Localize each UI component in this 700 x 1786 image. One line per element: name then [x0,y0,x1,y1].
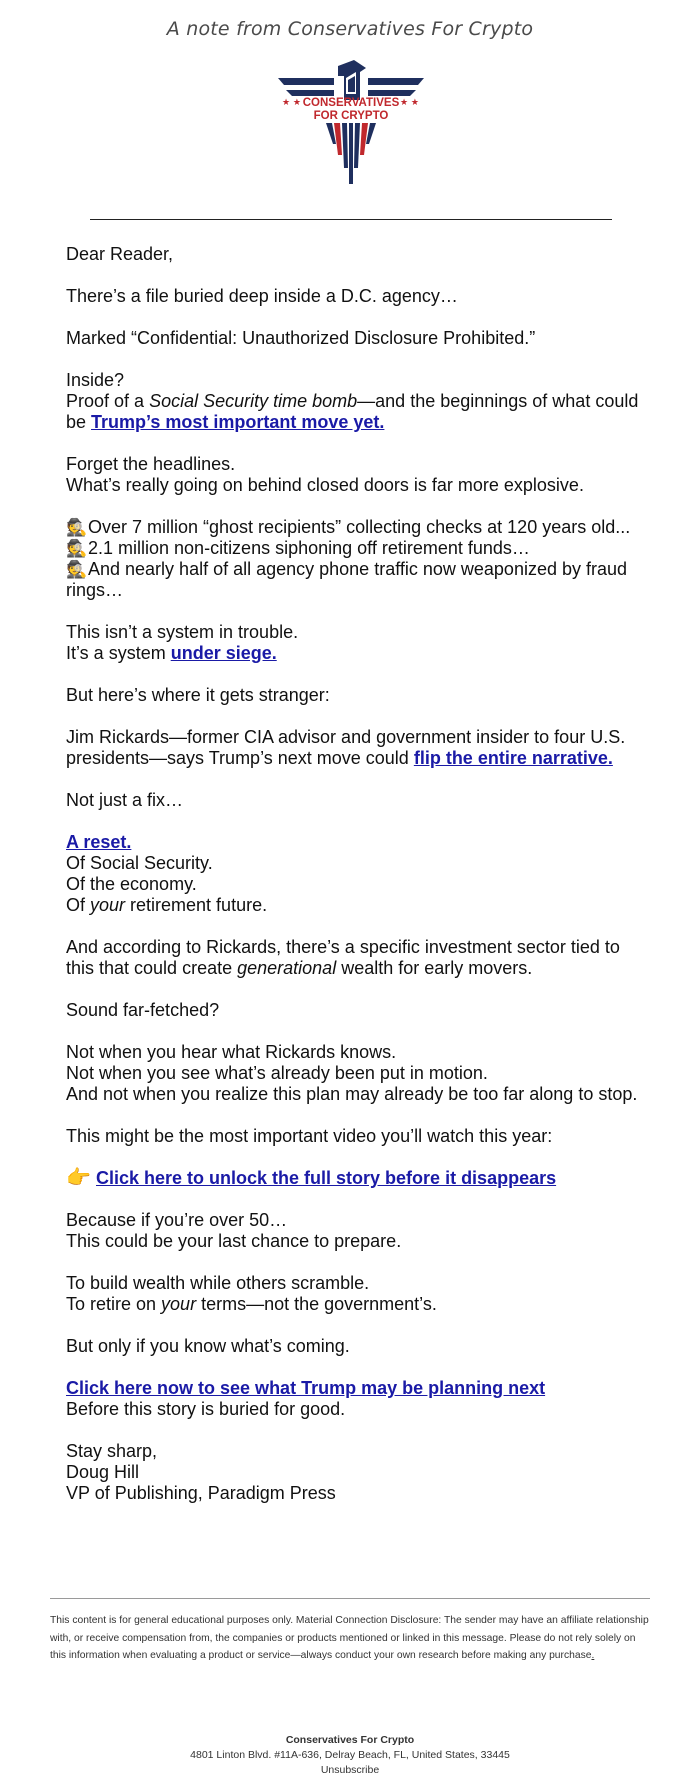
footer-address: 4801 Linton Blvd. #11A-636, Delray Beach, FL, United States, 33445 [190,1749,510,1761]
under-siege-link[interactable]: under siege. [170,643,277,663]
sector-a: And according to Rickards, there’s a specific investment sector tied to this that could create [66,937,620,978]
paragraph-sector [66,937,646,979]
bullet-item-1: Over 7 million “ghost recipients” collecting checks at 120 years old... [88,517,631,537]
over50-line1: Because if you’re over 50… [66,1210,288,1230]
paragraph-rickards [66,727,646,769]
detective-icon: 🕵 [66,539,88,558]
paragraph-only-if: But only if you know what’s coming. [66,1336,350,1356]
rickards-text: Jim Rickards—former CIA advisor and government insider to four U.S. presidents—says Trump’s next move could [66,727,626,768]
brand-logo [276,60,426,185]
letter-body [66,244,646,1525]
logo-line2: FOR CRYPTO [313,110,389,122]
paragraph-reset [66,832,646,916]
cta-trump-plan [66,1378,646,1420]
paragraph-stranger: But here’s where it gets stranger: [66,685,330,705]
signoff [66,1441,646,1504]
paragraph-farfetched: Sound far-fetched? [66,1000,220,1020]
bullet-item-2: 2.1 million non-citizens siphoning off retirement funds… [88,538,530,558]
not-when-line1: Not when you hear what Rickards knows. [66,1042,397,1062]
header-divider [90,219,612,220]
paragraph-marked: Marked “Confidential: Unauthorized Disclosure Prohibited.” [66,328,536,348]
build-line2-em: your [161,1294,197,1314]
unsubscribe-link[interactable]: Unsubscribe [320,1764,380,1776]
trump-move-link[interactable]: Trump’s most important move yet. [91,412,385,432]
note-title: A note from Conservatives For Crypto [166,18,534,40]
inside-text-b: —and the beginnings of what could be [66,391,639,432]
detective-icon: 🕵 [66,518,88,537]
bullet-list [66,517,646,601]
pointing-hand-icon: 👉 [66,1167,91,1189]
sector-b: wealth for early movers. [336,958,533,978]
build-line2-b: terms—not the government’s. [196,1294,437,1314]
signer-name: Doug Hill [66,1462,140,1482]
paragraph-forget [66,454,646,496]
reset-line3: Of the economy. [66,874,197,894]
buried-line: Before this story is buried for good. [66,1399,346,1419]
not-when-line3: And not when you realize this plan may already be too far along to stop. [66,1084,638,1104]
forget-line2: What’s really going on behind closed doors is far more explosive. [66,475,584,495]
unlock-story-link[interactable]: Click here to unlock the full story before it disappears [96,1168,557,1188]
detective-icon: 🕵 [66,560,88,579]
sector-em: generational [237,958,337,978]
reset-link[interactable]: A reset. [66,832,132,852]
paragraph-build [66,1273,646,1315]
paragraph-over50 [66,1210,646,1252]
paragraph-system [66,622,646,664]
forget-line1: Forget the headlines. [66,454,236,474]
disclaimer-link[interactable]: . [591,1650,595,1661]
reset-line4-em: your [90,895,126,915]
svg-text:★ ★: ★ ★ [400,98,419,108]
build-line2-a: To retire on [66,1294,162,1314]
flip-narrative-link[interactable]: flip the entire narrative. [413,748,613,768]
paragraph-inside [66,370,646,433]
bullet-item-3: And nearly half of all agency phone traffic now weaponized by fraud rings… [66,559,628,600]
not-when-line2: Not when you see what’s already been put in motion. [66,1063,488,1083]
build-line1: To build wealth while others scramble. [66,1273,370,1293]
paragraph-not-when [66,1042,646,1105]
trump-plan-link[interactable]: Click here now to see what Trump may be planning next [66,1378,546,1398]
inside-emphasis: Social Security time bomb [149,391,358,411]
svg-text:★ ★: ★ ★ [282,98,301,108]
logo-line1: CONSERVATIVES [302,97,400,109]
footer [0,1733,700,1778]
inside-label: Inside? [66,370,125,390]
reset-line4-b: retirement future. [125,895,268,915]
reset-line2: Of Social Security. [66,853,213,873]
disclaimer [50,1612,650,1665]
paragraph-not-fix: Not just a fix… [66,790,184,810]
footer-divider [50,1598,650,1599]
greeting: Dear Reader, [66,244,174,264]
eagle-logo-icon [276,60,426,185]
cta-unlock [66,1168,646,1189]
reset-line4-a: Of [66,895,91,915]
paragraph-video: This might be the most important video you’ll watch this year: [66,1126,553,1146]
footer-org-name: Conservatives For Crypto [285,1734,415,1746]
system-line2: It’s a system [66,643,171,663]
inside-text-a: Proof of a [66,391,150,411]
signoff-line1: Stay sharp, [66,1441,158,1461]
system-line1: This isn’t a system in trouble. [66,622,299,642]
disclaimer-text: This content is for general educational purposes only. Material Connection Disclosure: The sender may have an affiliate relationship with, or receive compensation from, the companies or products mentioned or linked in this message. Please do not rely solely on this information when evaluating a product or service—always conduct your own research before making any purchase [50,1615,649,1661]
signer-title: VP of Publishing, Paradigm Press [66,1483,336,1503]
paragraph-file: There’s a file buried deep inside a D.C. agency… [66,286,458,306]
over50-line2: This could be your last chance to prepare. [66,1231,402,1251]
